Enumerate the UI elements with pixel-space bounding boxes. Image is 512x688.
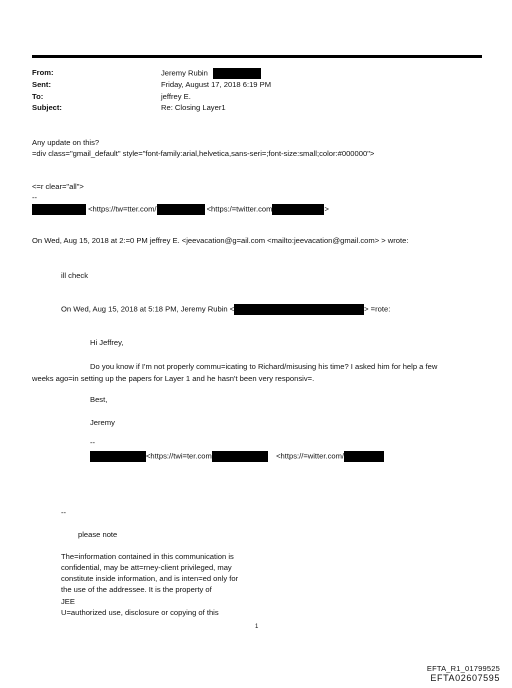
redaction-block bbox=[213, 68, 261, 79]
signature-dash: -- bbox=[61, 508, 67, 517]
paragraph-line-1: Do you know if I'm not properly commu=icating to Richard/misusing his time? I asked him for help a few bbox=[90, 362, 438, 371]
disclaimer-line: the use of the addressee. It is the property of bbox=[61, 585, 212, 594]
redaction-block bbox=[212, 451, 268, 462]
quoted-header-2 bbox=[61, 304, 390, 315]
disclaimer-line: confidential, may be att=rney-client privileged, may bbox=[61, 563, 232, 572]
page-number: 1 bbox=[255, 624, 259, 630]
signature-dash: -- bbox=[32, 193, 38, 202]
sent-value: Friday, August 17, 2018 6:19 PM bbox=[161, 80, 272, 89]
from-value bbox=[161, 68, 261, 79]
signature-dash: -- bbox=[90, 438, 96, 447]
twitter-link[interactable]: <https://=witter.com/ bbox=[276, 451, 345, 461]
twitter-link[interactable]: <https://twi=ter.com bbox=[146, 451, 212, 461]
header-rule bbox=[32, 55, 482, 58]
signature-links-1 bbox=[32, 204, 329, 215]
angle-bracket: > bbox=[324, 204, 329, 214]
note-title: please note bbox=[78, 530, 118, 539]
twitter-link[interactable]: <https:/=twitter.com bbox=[206, 204, 273, 214]
to-label: To: bbox=[32, 92, 44, 101]
quoted-header-2-end: > =rote: bbox=[364, 304, 391, 314]
closing: Best, bbox=[90, 395, 108, 404]
subject-value: Re: Closing Layer1 bbox=[161, 103, 226, 112]
twitter-link[interactable]: <https://tw=tter.com/ bbox=[88, 204, 157, 214]
reply-text: ill check bbox=[61, 271, 89, 280]
body-line-1: Any update on this? bbox=[32, 138, 100, 147]
redaction-block bbox=[234, 304, 364, 315]
body-line-2: =div class="gmail_default" style="font-family:arial,helvetica,sans-seri=;font-size:small;color:#000000"> bbox=[32, 149, 375, 158]
paragraph-line-2: weeks ago=in setting up the papers for Layer 1 and he hasn't been very responsiv=. bbox=[32, 374, 315, 383]
quoted-header-1: On Wed, Aug 15, 2018 at 2:=0 PM jeffrey E. <jeevacation@g=ail.com <mailto:jeevacation@gmail.com> > wrote: bbox=[32, 236, 409, 245]
redaction-block bbox=[157, 204, 205, 215]
disclaimer-line: U=authorized use, disclosure or copying of this bbox=[61, 608, 219, 617]
disclaimer-line: constitute inside information, and is inten=ed only for bbox=[61, 574, 239, 583]
subject-label: Subject: bbox=[32, 103, 62, 112]
disclaimer-line: JEE bbox=[61, 597, 75, 606]
disclaimer-line: The=information contained in this communication is bbox=[61, 552, 234, 561]
to-value: jeffrey E. bbox=[161, 92, 191, 101]
signature-links-2 bbox=[90, 451, 384, 462]
sent-label: Sent: bbox=[32, 80, 51, 89]
redaction-block bbox=[344, 451, 384, 462]
bates-number-1: EFTA_R1_01799525 bbox=[426, 664, 500, 673]
quoted-header-2-start: On Wed, Aug 15, 2018 at 5:18 PM, Jeremy Rubin < bbox=[61, 304, 235, 314]
from-label: From: bbox=[32, 68, 54, 77]
bates-number-2: EFTA02607595 bbox=[430, 673, 500, 683]
redaction-block bbox=[32, 204, 86, 215]
redaction-block bbox=[272, 204, 324, 215]
greeting: Hi Jeffrey, bbox=[90, 338, 124, 347]
signature-name: Jeremy bbox=[90, 418, 115, 427]
redaction-block bbox=[90, 451, 146, 462]
from-name: Jeremy Rubin bbox=[161, 68, 208, 78]
body-line-3: <=r clear="all"> bbox=[32, 182, 84, 191]
